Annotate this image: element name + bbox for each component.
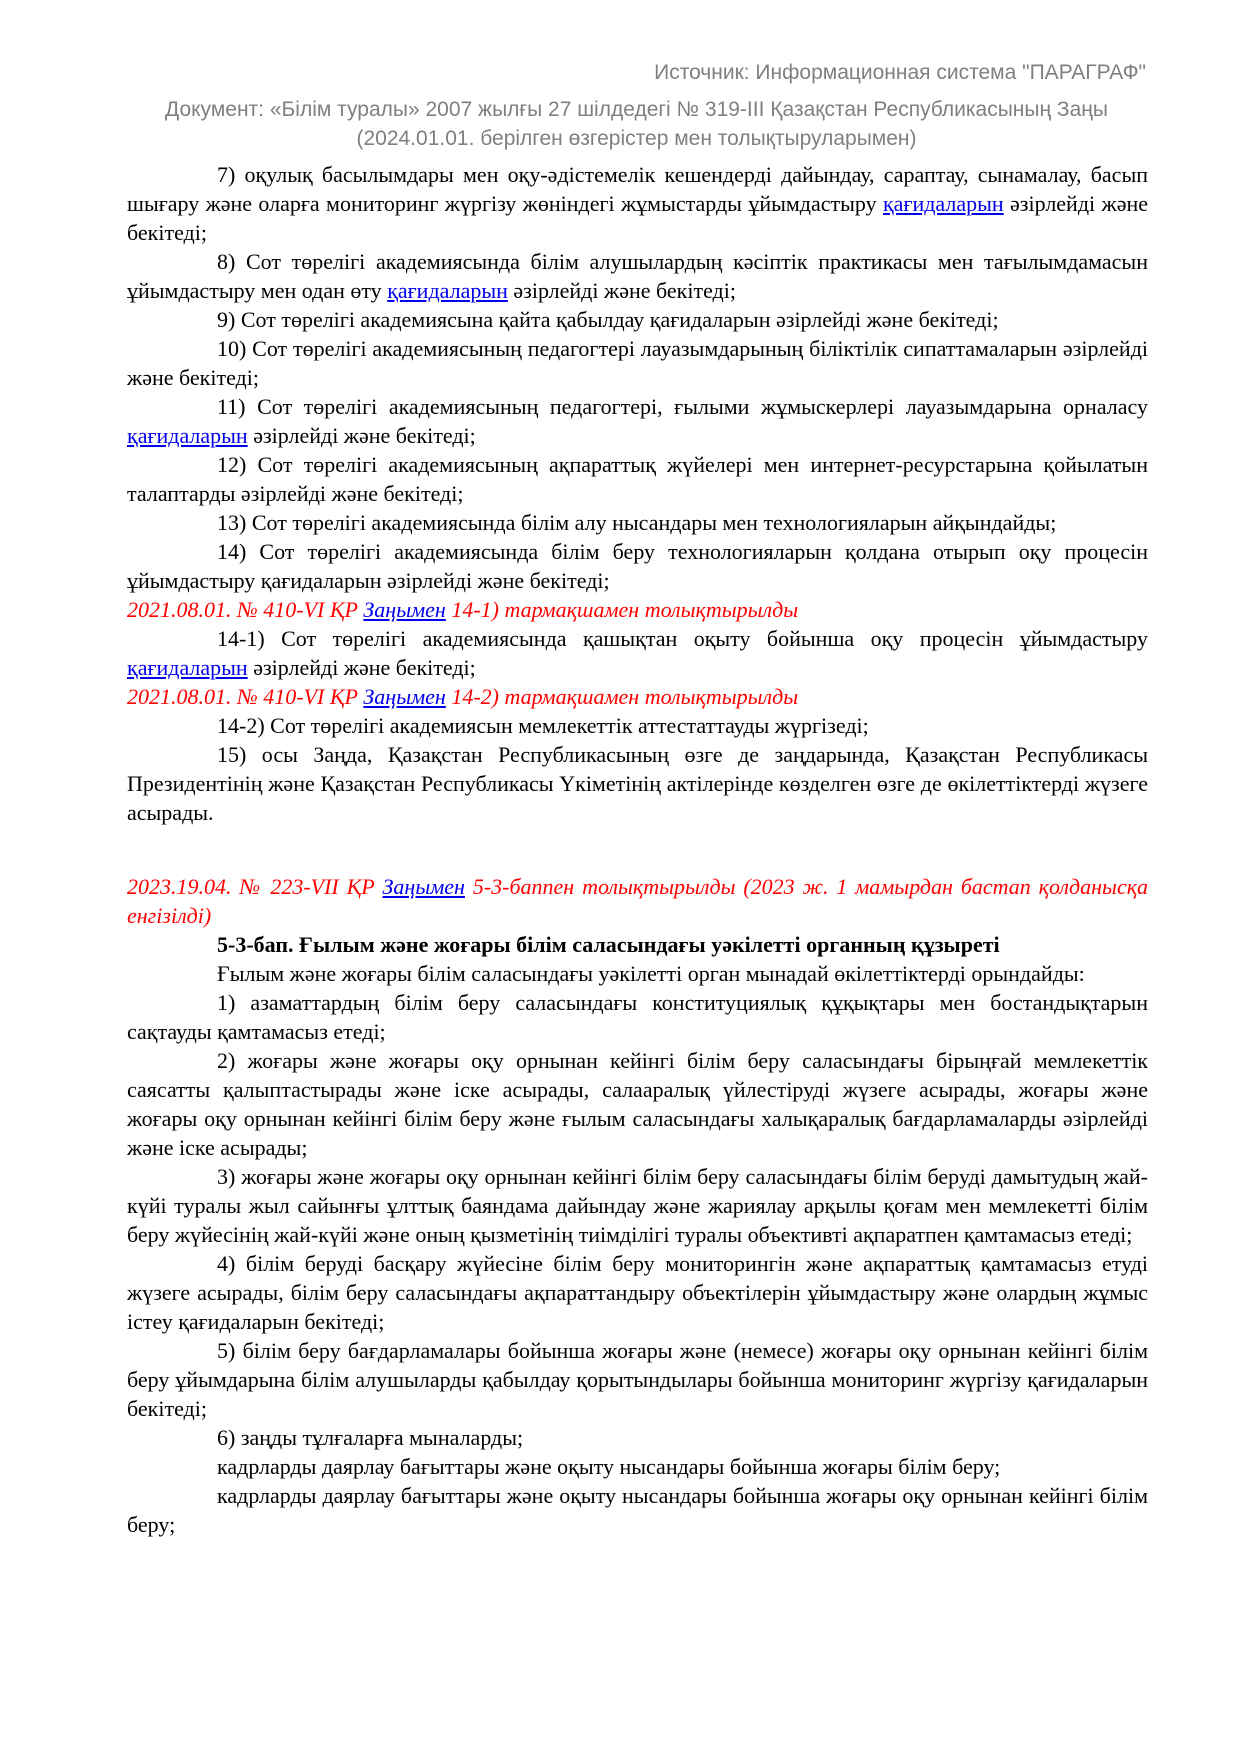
amendment-note-2021-14-2 bbox=[127, 682, 1148, 711]
text-run: 3) жоғары және жоғары оқу орнынан кейінгі білім беру саласындағы білім беруді дамытудың жай-күйі туралы жыл сайынғы ұлттық баяндама дайындау және жариялау арқылы қоғам мен мемлекетті білім беру жүйесінің жай-күйі және оның қызметінің тиімділігі туралы объективті ақпаратпен қамтамасыз етеді; bbox=[127, 1164, 1148, 1247]
text-run: әзірлейді және бекітеді; bbox=[127, 191, 1148, 245]
blank-line bbox=[127, 827, 1148, 872]
text-run: 5-3-баппен толықтырылды (2023 ж. 1 мамырдан бастап қолданысқа енгізілді) bbox=[127, 874, 1148, 928]
clause-9 bbox=[127, 305, 1148, 334]
text-run: 14-2) тармақшамен толықтырылды bbox=[445, 684, 799, 709]
text-run: 14-2) Сот төрелігі академиясын мемлекеттік аттестаттауды жүргізеді; bbox=[217, 713, 869, 738]
text-run: 14-1) тармақшамен толықтырылды bbox=[445, 597, 799, 622]
document-title-line: Документ: «Білім туралы» 2007 жылғы 27 шілдедегі № 319-III Қазақстан Республикасының Заңы bbox=[165, 98, 1108, 121]
subclause-5 bbox=[127, 1336, 1148, 1423]
clause-14 bbox=[127, 537, 1148, 595]
link-zanymen-2023[interactable]: Заңымен bbox=[382, 874, 465, 899]
clause-12 bbox=[127, 450, 1148, 508]
amendment-note-2023-5-3 bbox=[127, 872, 1148, 930]
text-run: әзірлейді және бекітеді; bbox=[507, 278, 736, 303]
clause-8 bbox=[127, 247, 1148, 305]
text-run: 8) Сот төрелігі академиясында білім алушылардың кәсіптік практикасы мен тағылымдамасын ұйымдастыру мен одан өту bbox=[127, 249, 1148, 303]
text-run: 2021.08.01. № 410-VI ҚР bbox=[127, 684, 364, 709]
text-run: әзірлейді және бекітеді; bbox=[247, 655, 476, 680]
text-run: кадрларды даярлау бағыттары және оқыту нысандары бойынша жоғары оқу орнынан кейінгі білім беру; bbox=[127, 1483, 1148, 1537]
text-run: 2) жоғары және жоғары оқу орнынан кейінгі білім беру саласындағы бірыңғай мемлекеттік саясатты қалыптастырады және іске асырады, салааралық үйлестіруді жүзеге асырады, жоғары және жоғары оқу орнынан кейінгі білім беру және ғылым саласындағы халықаралық бағдарламаларды әзірлейді және іске асырады; bbox=[127, 1048, 1148, 1160]
text-run: 14) Сот төрелігі академиясында білім беру технологияларын қолдана отырып оқу процесін ұйымдастыру қағидаларын әзірлейді және бекітеді; bbox=[127, 539, 1148, 593]
text-run: 5-3-бап. Ғылым және жоғары білім саласындағы уәкілетті органның құзыреті bbox=[217, 932, 1000, 957]
text-run: 2021.08.01. № 410-VI ҚР bbox=[127, 597, 364, 622]
item-postgraduate-education bbox=[127, 1481, 1148, 1539]
text-run: 4) білім беруді басқару жүйесіне білім беру мониторингін және ақпараттық қамтамасыз етуді жүзеге асырады, білім беру саласындағы ақпараттандыру объектілерін ұйымдастыру және олардың жұмыс істеу қағидаларын бекітеді; bbox=[127, 1251, 1148, 1334]
item-higher-education bbox=[127, 1452, 1148, 1481]
document-revision-line: (2024.01.01. берілген өзгерістер мен толықтыруларымен) bbox=[356, 127, 917, 150]
subclause-2 bbox=[127, 1046, 1148, 1162]
clause-13 bbox=[127, 508, 1148, 537]
text-run: 6) заңды тұлғаларға мыналарды; bbox=[217, 1425, 524, 1450]
clause-15 bbox=[127, 740, 1148, 827]
text-run: 2023.19.04. № 223-VII ҚР bbox=[127, 874, 383, 899]
text-run: әзірлейді және бекітеді; bbox=[247, 423, 476, 448]
text-run: 9) Сот төрелігі академиясына қайта қабылдау қағидаларын әзірлейді және бекітеді; bbox=[217, 307, 999, 332]
text-run: 11) Сот төрелігі академиясының педагогтері, ғылыми жұмыскерлері лауазымдарына орналасу bbox=[217, 394, 1148, 419]
link-qagidalaryn-7[interactable]: қағидаларын bbox=[882, 191, 1004, 216]
subclause-1 bbox=[127, 988, 1148, 1046]
clause-14-2 bbox=[127, 711, 1148, 740]
link-zanymen-2021-1[interactable]: Заңымен bbox=[363, 597, 446, 622]
clause-10 bbox=[127, 334, 1148, 392]
text-run: 15) осы Заңда, Қазақстан Республикасының өзге де заңдарында, Қазақстан Республикасы Президентінің және Қазақстан Республикасы Үкіметінің актілерінде көзделген өзге де өкілеттіктерді жүзеге асырады. bbox=[127, 742, 1148, 825]
link-qagidalaryn-14-1[interactable]: қағидаларын bbox=[127, 655, 248, 680]
text-run: кадрларды даярлау бағыттары және оқыту нысандары бойынша жоғары білім беру; bbox=[217, 1454, 1001, 1479]
article-5-3-heading bbox=[127, 930, 1148, 959]
document-body bbox=[127, 160, 1148, 1539]
text-run: 7) оқулық басылымдары мен оқу-әдістемелік кешендерді дайындау, сараптау, сынамалау, басып шығару және оларға мониторинг жүргізу жөніндегі жұмыстарды ұйымдастыру bbox=[127, 162, 1148, 216]
article-5-3-intro bbox=[127, 959, 1148, 988]
text-run: 5) білім беру бағдарламалары бойынша жоғары және (немесе) жоғары оқу орнынан кейінгі білім беру ұйымдарына білім алушыларды қабылдау қорытындылары бойынша мониторинг жүргізу қағидаларын бекітеді; bbox=[127, 1338, 1148, 1421]
text-run: 12) Сот төрелігі академиясының ақпараттық жүйелері мен интернет-ресурстарына қойылатын талаптарды әзірлейді және бекітеді; bbox=[127, 452, 1148, 506]
source-line: Источник: Информационная система "ПАРАГРАФ" bbox=[654, 61, 1146, 84]
clause-7 bbox=[127, 160, 1148, 247]
subclause-4 bbox=[127, 1249, 1148, 1336]
text-run: Ғылым және жоғары білім саласындағы уәкілетті орган мынадай өкілеттіктерді орындайды: bbox=[217, 961, 1085, 986]
subclause-6 bbox=[127, 1423, 1148, 1452]
text-run: 14-1) Сот төрелігі академиясында қашықтан оқыту бойынша оқу процесін ұйымдастыру bbox=[217, 626, 1148, 651]
link-qagidalaryn-8[interactable]: қағидаларын bbox=[387, 278, 508, 303]
text-run: 13) Сот төрелігі академиясында білім алу нысандары мен технологияларын айқындайды; bbox=[217, 510, 1057, 535]
text-run: 1) азаматтардың білім беру саласындағы конституциялық құқықтары мен бостандықтарын сақтауды қамтамасыз етеді; bbox=[127, 990, 1148, 1044]
amendment-note-2021-14-1 bbox=[127, 595, 1148, 624]
link-qagidalaryn-11[interactable]: қағидаларын bbox=[127, 423, 248, 448]
subclause-3 bbox=[127, 1162, 1148, 1249]
document-header bbox=[127, 95, 1146, 153]
link-zanymen-2021-2[interactable]: Заңымен bbox=[363, 684, 446, 709]
clause-14-1 bbox=[127, 624, 1148, 682]
text-run: 10) Сот төрелігі академиясының педагогтері лауазымдарының біліктілік сипаттамаларын әзірлейді және бекітеді; bbox=[127, 336, 1148, 390]
clause-11 bbox=[127, 392, 1148, 450]
